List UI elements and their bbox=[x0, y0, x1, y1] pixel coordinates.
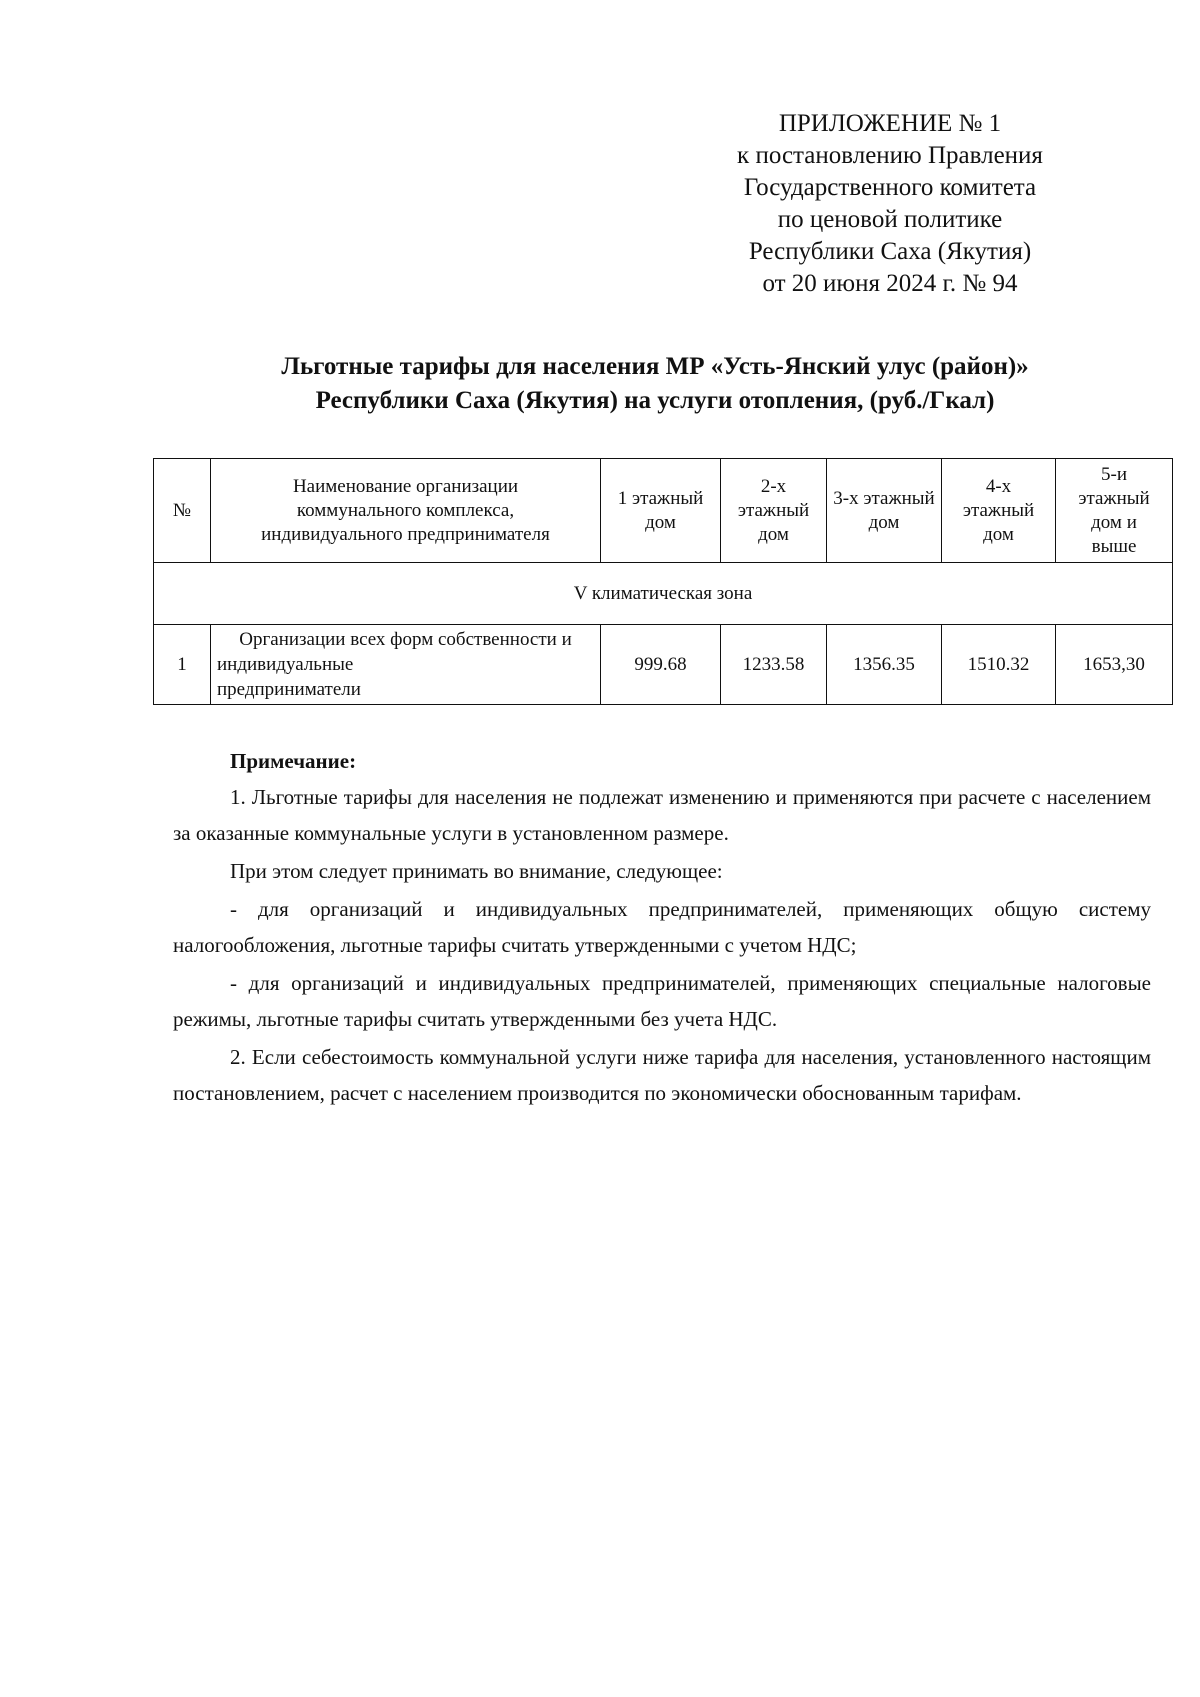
table-row bbox=[154, 625, 1173, 705]
note-paragraph: - для организаций и индивидуальных предпринимателей, применяющих общую систему налогообложения, льготные тарифы считать утвержденными с учетом НДС; bbox=[173, 897, 1151, 957]
climate-zone: V климатическая зона bbox=[154, 563, 1173, 625]
header-organization: Наименование организации коммунального комплекса, индивидуального предпринимателя bbox=[211, 459, 601, 563]
appendix-line: ПРИЛОЖЕНИЕ № 1 bbox=[778, 110, 1002, 137]
header-number: № bbox=[154, 459, 211, 563]
appendix-block bbox=[640, 108, 1140, 300]
title-line: Льготные тарифы для населения МР «Усть-Янский улус (район)» bbox=[281, 353, 1029, 380]
title-line: Республики Саха (Якутия) на услуги отопления, (руб./Гкал) bbox=[315, 387, 995, 414]
row-organization bbox=[211, 625, 601, 705]
tariff-floors-5: 1653,30 bbox=[1056, 625, 1173, 705]
tariff-floors-3: 1356.35 bbox=[827, 625, 942, 705]
header-floors-4: 4-х этажный дом bbox=[942, 459, 1056, 563]
header-floors-3: 3-х этажный дом bbox=[827, 459, 942, 563]
appendix-line: Республики Саха (Якутия) bbox=[748, 238, 1032, 265]
note-paragraph: При этом следует принимать во внимание, следующее: bbox=[230, 859, 723, 883]
appendix-line: по ценовой политике bbox=[777, 206, 1003, 233]
tariff-floors-4: 1510.32 bbox=[942, 625, 1056, 705]
appendix-line: к постановлению Правления bbox=[737, 142, 1043, 169]
note-paragraph: 2. Если себестоимость коммунальной услуги ниже тарифа для населения, установленного настоящим постановлением, расчет с населением производится по экономически обоснованным тарифам. bbox=[173, 1045, 1151, 1105]
header-floors-5: 5-и этажный дом и выше bbox=[1056, 459, 1173, 563]
tariff-floors-2: 1233.58 bbox=[721, 625, 827, 705]
notes-section bbox=[173, 743, 1151, 1111]
note-paragraph: 1. Льготные тарифы для населения не подлежат изменению и применяются при расчете с населением за оказанные коммунальные услуги в установленном размере. bbox=[173, 785, 1151, 845]
notes-heading: Примечание: bbox=[230, 749, 357, 773]
document-title bbox=[155, 350, 1155, 418]
note-paragraph: - для организаций и индивидуальных предпринимателей, применяющих специальные налоговые режимы, льготные тарифы считать утвержденными без учета НДС. bbox=[173, 971, 1151, 1031]
header-floors-2: 2-х этажный дом bbox=[721, 459, 827, 563]
header-floors-1: 1 этажный дом bbox=[601, 459, 721, 563]
org-line: собственности и индивидуальные bbox=[217, 629, 572, 675]
zone-row bbox=[154, 563, 1173, 625]
appendix-line: от 20 июня 2024 г. № 94 bbox=[762, 270, 1018, 297]
row-number: 1 bbox=[154, 625, 211, 705]
org-line: предприниматели bbox=[217, 679, 361, 700]
org-line: Организации всех форм bbox=[239, 629, 438, 650]
tariff-floors-1: 999.68 bbox=[601, 625, 721, 705]
tariff-table bbox=[153, 458, 1173, 705]
table-header-row bbox=[154, 459, 1173, 563]
appendix-line: Государственного комитета bbox=[743, 174, 1037, 201]
